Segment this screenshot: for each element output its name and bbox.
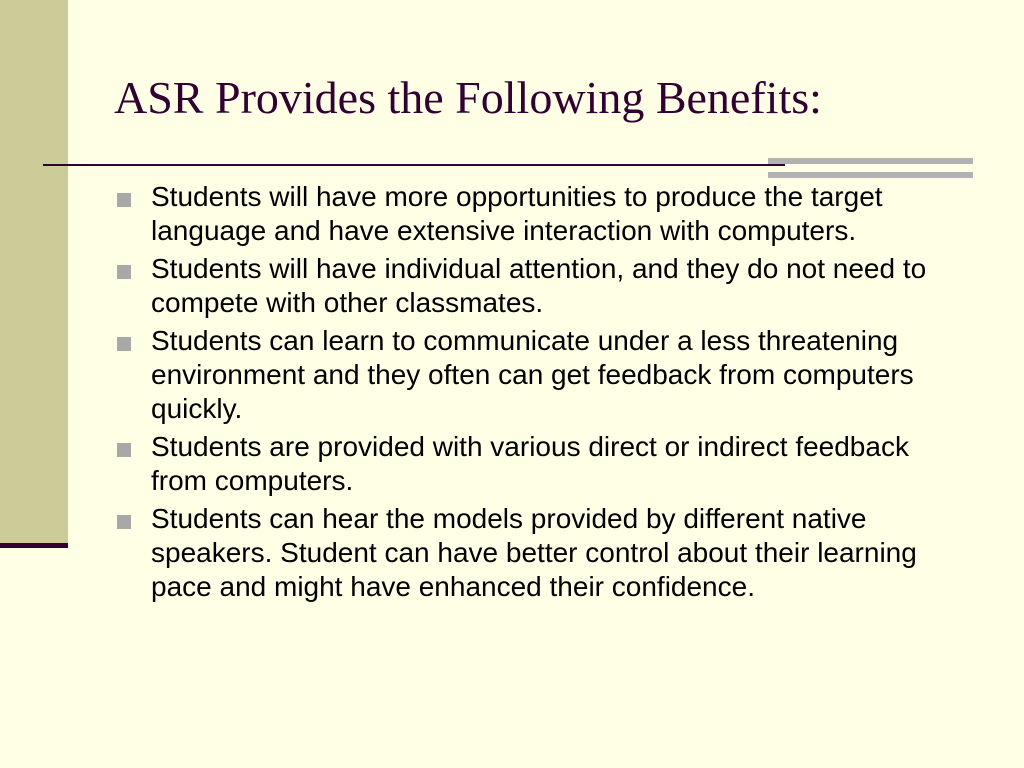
bullet-text: Students are provided with various direct or indirect feedback from computers. [151,431,909,496]
side-decorative-band [0,0,68,545]
bullet-text: Students can hear the models provided by different native speakers. Student can have better control about their learning pace and might have enhanced their confidence. [151,503,917,602]
bullet-item [116,324,966,426]
accent-bar-top [768,158,973,164]
title-divider-line [43,164,785,166]
bullet-text: Students will have more opportunities to produce the target language and have extensive interaction with computers. [151,181,883,246]
square-bullet-icon [117,193,131,207]
bullet-text: Students can learn to communicate under a less threatening environment and they often can get feedback from computers quickly. [151,325,914,424]
accent-bars [768,158,973,180]
bullet-item [116,502,966,604]
side-band-underline [0,543,68,548]
bullet-text: Students will have individual attention, and they do not need to compete with other classmates. [151,253,927,318]
accent-bar-bottom [768,172,973,178]
square-bullet-icon [117,515,131,529]
slide-title: ASR Provides the Following Benefits: [114,72,822,123]
bullet-item [116,180,966,248]
bullet-list [116,180,966,608]
bullet-item [116,430,966,498]
bullet-item [116,252,966,320]
square-bullet-icon [117,443,131,457]
square-bullet-icon [117,337,131,351]
square-bullet-icon [117,265,131,279]
